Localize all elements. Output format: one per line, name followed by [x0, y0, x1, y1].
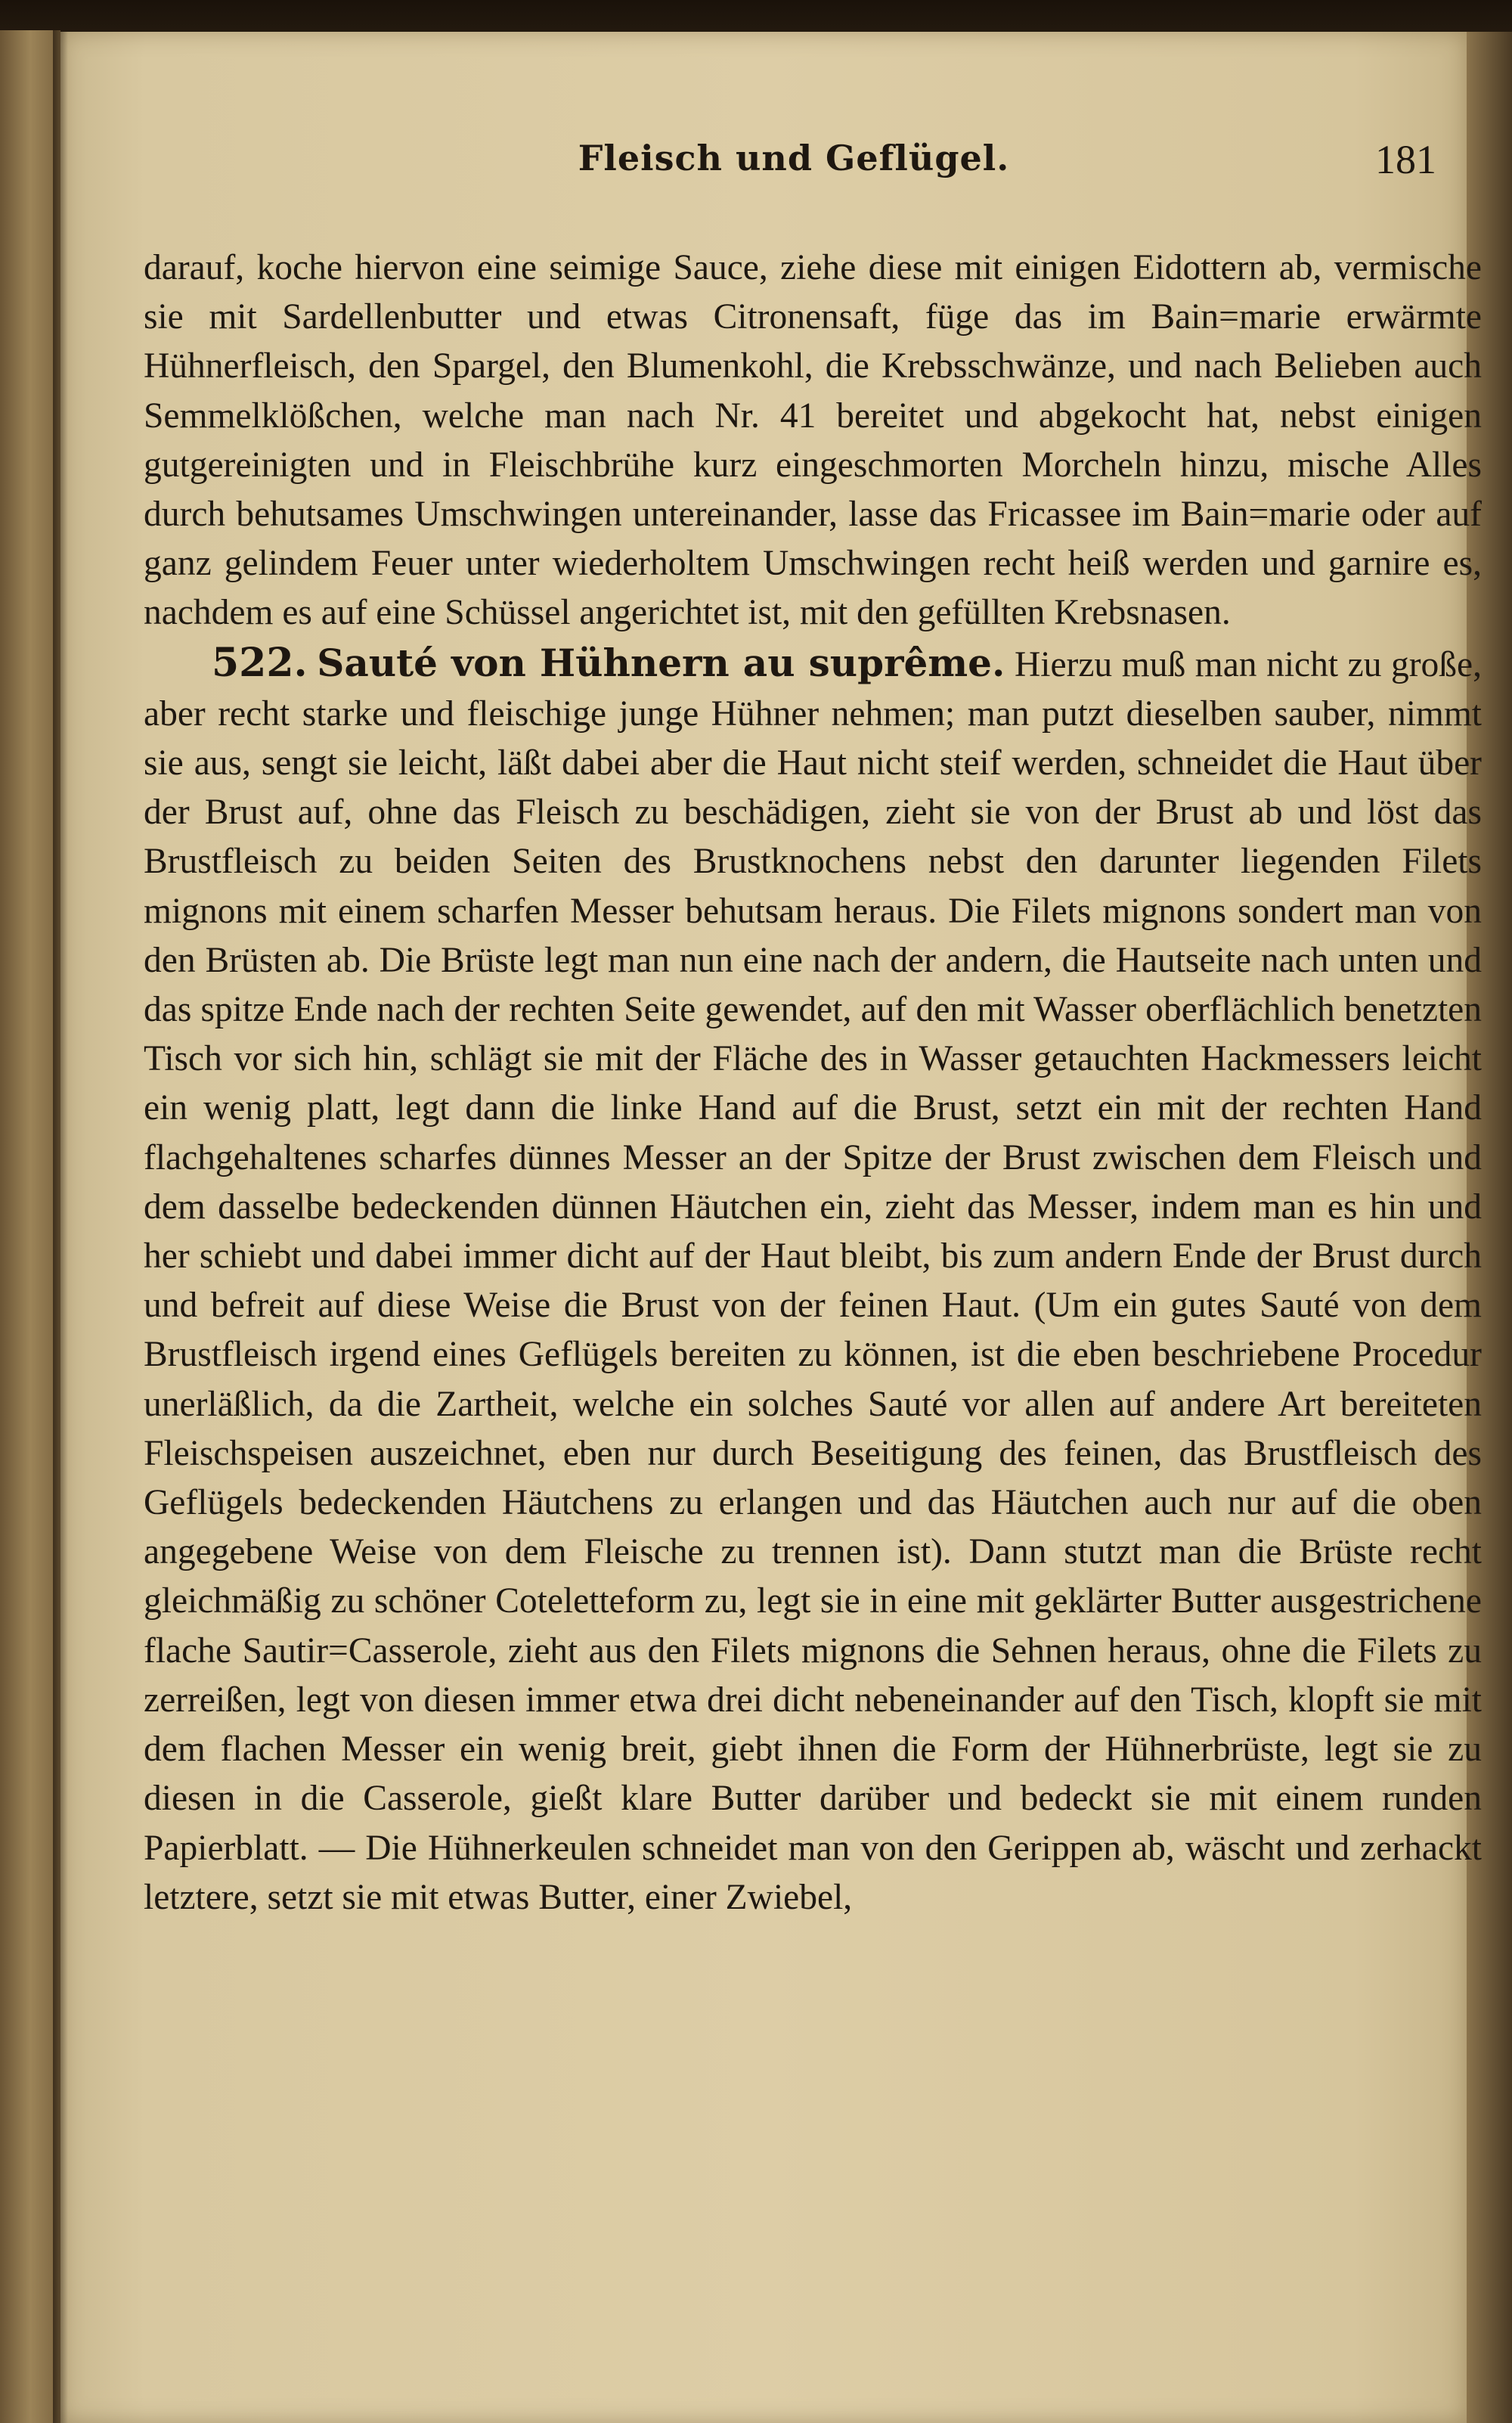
book-page [60, 32, 1482, 2423]
page-number: 181 [1375, 137, 1436, 182]
running-title: Fleisch und Geflügel. [578, 138, 1010, 178]
recipe-paragraph [144, 638, 1482, 1922]
facing-page-edge [0, 30, 60, 2423]
binding-shadow [53, 30, 68, 2423]
recipe-text: Hierzu muß man nicht zu große, aber recht starke und fleischige junge Hühner nehmen; man putzt dieselben sauber, nimmt sie aus, sengt sie leicht, läßt dabei aber die Haut nicht steif werden, schneidet die Haut über der Brust auf, ohne das Fleisch zu beschädigen, zieht sie von der Brust ab und löst das Brustfleisch zu beiden Seiten des Brustknochens nebst den darunter liegenden Filets mignons mit einem scharfen Messer behutsam heraus. Die Filets mignons sondert man von den Brüsten ab. Die Brüste legt man nun eine nach der andern, die Hautseite nach unten und das spitze Ende nach der rechten Seite gewendet, auf den mit Wasser oberflächlich benetzten Tisch vor sich hin, schlägt sie mit der Fläche des in Wasser getauchten Hackmessers leicht ein wenig platt, legt dann die linke Hand auf die Brust, setzt ein mit der rechten Hand flachgehaltenes scharfes dünnes Messer an der Spitze der Brust zwischen dem Fleisch und dem dasselbe bedeckenden dünnen Häutchen ein, zieht das Messer, indem man es hin und her schiebt und dabei immer dicht auf der Haut bleibt, bis zum andern Ende der Brust durch und befreit auf diese Weise die Brust von der feinen Haut. (Um ein gutes Sauté von dem Brustfleisch irgend eines Geflügels bereiten zu können, ist die eben beschriebene Procedur unerläßlich, da die Zartheit, welche ein solches Sauté vor allen auf andere Art bereiteten Fleischspeisen auszeichnet, eben nur durch Beseitigung des feinen, das Brustfleisch des Geflügels bedeckenden Häutchens zu erlangen und das Häutchen auch nur auf die oben angegebene Weise von dem Fleische zu trennen ist). Dann stutzt man die Brüste recht gleichmäßig zu schöner Coteletteform zu, legt sie in eine mit geklärter Butter ausgestrichene flache Sautir=Casserole, zieht aus den Filets mignons die Sehnen heraus, ohne die Filets zu zerreißen, legt von diesen immer etwa drei dicht nebeneinander auf den Tisch, klopft sie mit dem flachen Messer ein wenig breit, giebt ihnen die Form der Hühnerbrüste, legt sie zu diesen in die Casserole, gießt klare Butter darüber und bedeckt sie mit einem runden Papierblatt. — Die Hühnerkeulen schneidet man von den Gerippen ab, wäscht und zerhackt letztere, setzt sie mit etwas Butter, einer Zwiebel, [144, 644, 1482, 1917]
page-body [144, 244, 1482, 2300]
paragraph-continuation: darauf, koche hiervon eine seimige Sauce, ziehe diese mit einigen Eidottern ab, vermische sie mit Sardellenbutter und etwas Citronensaft, füge das im Bain=marie erwärmte Hühnerfleisch, den Spargel, den Blumenkohl, die Krebsschwänze, und nach Belieben auch Semmelklößchen, welche man nach Nr. 41 bereitet und abgekocht hat, nebst einigen gutgereinigten und in Fleischbrühe kurz eingeschmorten Morcheln hinzu, mische Alles durch behutsames Umschwingen untereinander, lasse das Fricassee im Bain=marie oder auf ganz gelindem Feuer unter wiederholtem Umschwingen recht heiß werden und garnire es, nachdem es auf eine Schüssel angerichtet ist, mit den gefüllten Krebsnasen. [144, 248, 1482, 633]
recipe-number: 522. [212, 639, 308, 686]
recipe-title: Sauté von Hühnern au suprême. [317, 640, 1005, 685]
page-header [60, 115, 1467, 183]
